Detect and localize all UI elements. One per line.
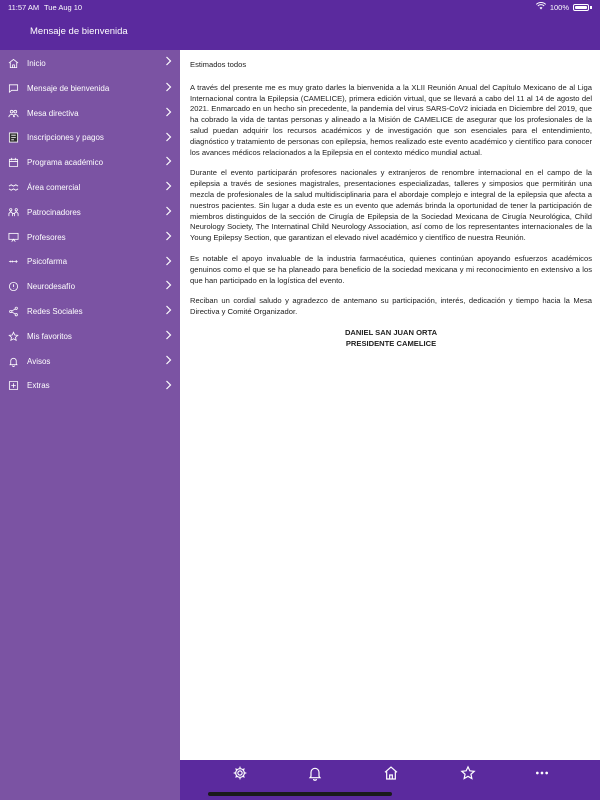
notifications-tab[interactable]	[305, 765, 325, 785]
home-icon	[383, 765, 399, 786]
page-title: Mensaje de bienvenida	[30, 26, 128, 37]
sidebar-item-label: Mesa directiva	[27, 108, 79, 118]
chevron-right-icon	[165, 305, 172, 317]
favorites-tab[interactable]	[458, 765, 478, 785]
sidebar-item-star[interactable]	[0, 324, 180, 349]
sidebar-item-label: Área comercial	[27, 183, 81, 193]
sidebar-item-label: Extras	[27, 381, 50, 391]
signature	[190, 328, 592, 350]
home-icon	[8, 58, 19, 69]
presenter-icon	[8, 232, 19, 243]
sidebar-item-home[interactable]	[0, 50, 180, 76]
sidebar-item-label: Avisos	[27, 356, 51, 366]
handshake-icon	[8, 182, 19, 193]
sidebar-item-label: Neurodesafío	[27, 282, 76, 292]
sidebar-nav	[0, 50, 180, 398]
syringe-icon	[8, 256, 19, 267]
calendar-icon	[8, 157, 19, 168]
wifi-icon	[536, 2, 546, 12]
sidebar-item-quiz[interactable]	[0, 274, 180, 299]
paragraph: A través del presente me es muy grato darles la bienvenida a la XLII Reunión Anual del Capítulo Mexicano de al Liga Internacional contra la Epilepsia (CAMELICE), primera edición virtual, que se llevará a cabo del 11 al 14 de agosto del 2021. Enmarcado en un hecho sin precedente, la pandemia del virus SARS-CoV2 iniciada en Diciembre del 2019, que ha cobrado la vida de tantas personas y alineado a la Misión de CAMELICE de asegurar que los profesionales de la salud puedan adquirir los recursos académicos y de investigación que son esenciales para el entendimiento, diagnóstico y tratamiento de personas con epilepsia, hemos realizado este evento académico y científico para conocer los avances médicos relacionados a la Epilepsia en el contexto médico mundial actual.	[190, 82, 592, 157]
sidebar-item-label: Mensaje de bienvenida	[27, 83, 110, 93]
sponsors-icon	[8, 207, 19, 218]
sidebar-item-presenter[interactable]	[0, 225, 180, 250]
chevron-right-icon	[165, 355, 172, 367]
paragraph: Durante el evento participarán profesores nacionales y extranjeros de renombre internacional en el campo de la epilepsia a través de sesiones magistrales, presentaciones especializadas, talleres y simposios que permitirán una mezcla de profesionales de la salud multidisciplinaria para el abordaje complejo e integral de la epilepsia que afecta a nuestros pacientes. Sin lugar a duda este es un evento que además brinda la oportunidad de tener la participación de miembros distinguidos de la sección de Cirugía de Epilepsia de la Sociedad Mexicana de Cirugía Neurológica, Child Neurology Society, The Internatinal Child Neurology Association, así como de los representantes internacionales de la Young Epilepsy Section, que garantizan el elevado nivel académico y científico de nuestra Reunión.	[190, 168, 592, 243]
sidebar-item-registration[interactable]	[0, 126, 180, 151]
registration-icon	[8, 132, 19, 143]
sidebar-item-label: Psicofarma	[27, 257, 68, 267]
sidebar-item-label: Patrocinadores	[27, 207, 81, 217]
sidebar-item-calendar[interactable]	[0, 150, 180, 175]
chevron-right-icon	[165, 256, 172, 268]
sidebar-item-handshake[interactable]	[0, 175, 180, 200]
status-bar	[0, 0, 600, 14]
bell-icon	[307, 765, 323, 786]
top-bar	[0, 0, 600, 50]
group-icon	[8, 108, 19, 119]
sidebar-item-plus-box[interactable]	[0, 374, 180, 399]
message-icon	[8, 83, 19, 94]
chevron-right-icon	[165, 107, 172, 119]
sidebar-item-group[interactable]	[0, 101, 180, 126]
chevron-right-icon	[165, 132, 172, 144]
sidebar-item-bell[interactable]	[0, 349, 180, 374]
chevron-right-icon	[165, 56, 172, 68]
sidebar-item-label: Inicio	[27, 58, 46, 68]
chevron-right-icon	[165, 82, 172, 94]
chevron-right-icon	[165, 206, 172, 218]
home-indicator	[208, 792, 392, 796]
status-right	[536, 2, 592, 12]
share-icon	[8, 306, 19, 317]
signature-title: PRESIDENTE CAMELICE	[345, 338, 437, 348]
signature-name: DANIEL SAN JUAN ORTA	[344, 327, 438, 337]
more-tab[interactable]	[532, 765, 552, 785]
more-icon	[534, 765, 550, 786]
sidebar-item-label: Inscripciones y pagos	[27, 133, 104, 143]
chevron-right-icon	[165, 280, 172, 292]
status-date: Tue Aug 10	[44, 3, 83, 12]
sidebar	[0, 50, 180, 800]
sidebar-item-label: Mis favoritos	[27, 331, 72, 341]
sidebar-item-syringe[interactable]	[0, 250, 180, 275]
status-time: 11:57 AM	[8, 3, 40, 12]
greeting: Estimados todos	[190, 60, 247, 69]
chevron-right-icon	[165, 330, 172, 342]
sidebar-item-label: Redes Sociales	[27, 307, 83, 317]
sidebar-item-label: Profesores	[27, 232, 66, 242]
bell-icon	[8, 356, 19, 367]
chevron-right-icon	[165, 181, 172, 193]
paragraph: Reciban un cordial saludo y agradezco de antemano su participación, interés, dedicación y tiempo hacia la Mesa Directiva y Comité Organizador.	[190, 296, 592, 317]
home-tab[interactable]	[381, 765, 401, 785]
star-icon	[8, 331, 19, 342]
paragraph: Es notable el apoyo invaluable de la industria farmacéutica, quienes continúan apoyando esfuerzos académicos genuinos como el que se ha planeado para beneficio de la sociedad mexicana y mi reconocimiento en extensivo a los que han participado en la logística del evento.	[190, 253, 592, 285]
sidebar-item-label: Programa académico	[27, 158, 104, 168]
sidebar-item-share[interactable]	[0, 299, 180, 324]
star-icon	[460, 765, 476, 786]
chevron-right-icon	[165, 380, 172, 392]
welcome-message	[190, 60, 592, 755]
gear-icon	[232, 765, 248, 786]
settings-tab[interactable]	[230, 765, 250, 785]
sidebar-item-message[interactable]	[0, 76, 180, 101]
battery-percent: 100%	[549, 2, 569, 12]
plus-box-icon	[8, 380, 19, 391]
chevron-right-icon	[165, 156, 172, 168]
battery-icon	[573, 4, 589, 11]
sidebar-item-sponsors[interactable]	[0, 200, 180, 225]
quiz-icon	[8, 281, 19, 292]
chevron-right-icon	[165, 231, 172, 243]
